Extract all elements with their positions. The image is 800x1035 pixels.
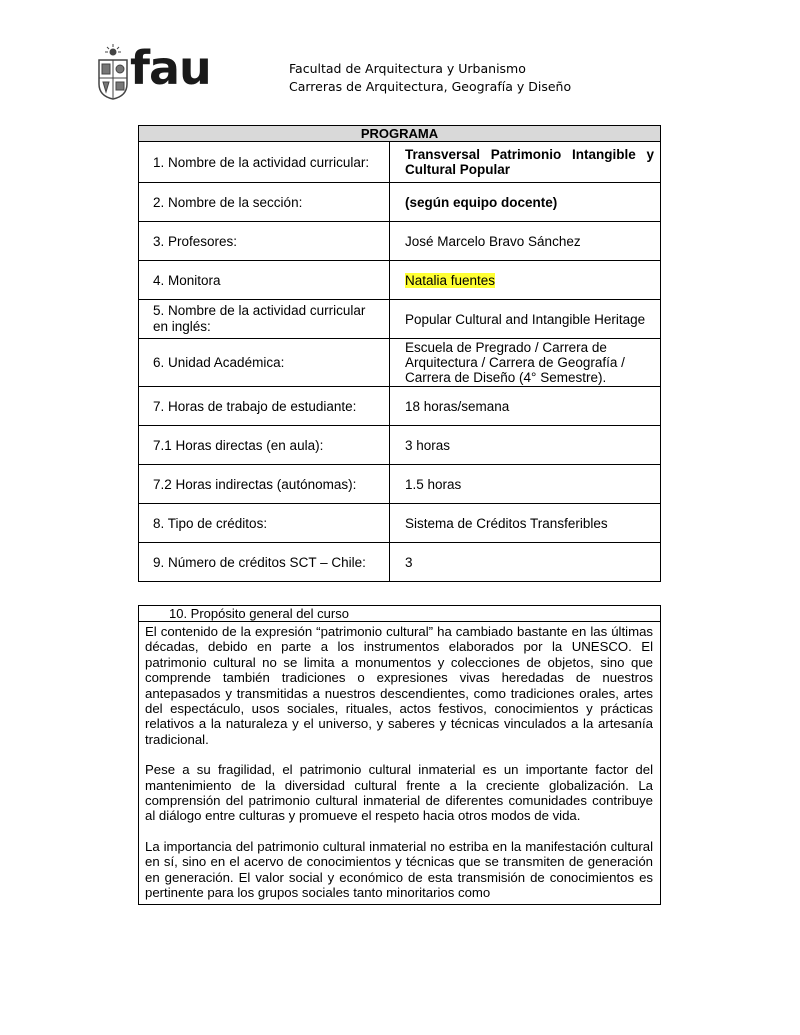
row-label: 7. Horas de trabajo de estudiante: xyxy=(139,387,390,426)
row-value: Popular Cultural and Intangible Heritage xyxy=(390,300,661,339)
row-value: Escuela de Pregrado / Carrera de Arquitectura / Carrera de Geografía / Carrera de Diseño (4° Semestre). xyxy=(390,339,661,387)
row-value: 1.5 horas xyxy=(390,465,661,504)
row-value: Sistema de Créditos Transferibles xyxy=(390,504,661,543)
row-label-text: 5. Nombre de la actividad curricular en inglés: xyxy=(153,303,366,334)
row-label: 6. Unidad Académica: xyxy=(139,339,390,387)
row-value-cell xyxy=(390,261,661,300)
row-value: (según equipo docente) xyxy=(390,183,661,222)
paragraph: Pese a su fragilidad, el patrimonio cultural inmaterial es un importante factor del mantenimiento de la diversidad cultural frente a la creciente globalización. La comprensión del patrimonio cultural inmaterial de diferentes comunidades contribuye al diálogo entre culturas y promueve el respeto hacia otros modos de vida. xyxy=(145,762,653,824)
row-label: 2. Nombre de la sección: xyxy=(139,183,390,222)
row-label: 1. Nombre de la actividad curricular: xyxy=(139,142,390,183)
row-label: 7.2 Horas indirectas (autónomas): xyxy=(139,465,390,504)
paragraph: La importancia del patrimonio cultural inmaterial no estriba en la manifestación cultural en sí, sino en el acervo de conocimientos y técnicas que se transmiten de generación en generación. El valor social y económico de esta transmisión de conocimientos es pertinente para los grupos sociales tanto minoritarios como xyxy=(145,838,653,901)
faculty-header xyxy=(289,60,571,96)
row-label: 9. Número de créditos SCT – Chile: xyxy=(139,543,390,582)
row-value: 3 horas xyxy=(390,426,661,465)
programa-title: PROGRAMA xyxy=(139,126,661,142)
proposito-table xyxy=(138,605,661,905)
row-label: 3. Profesores: xyxy=(139,222,390,261)
row-value: 3 xyxy=(390,543,661,582)
row-value: 18 horas/semana xyxy=(390,387,661,426)
proposito-heading: 10. Propósito general del curso xyxy=(139,606,661,622)
row-label: 7.1 Horas directas (en aula): xyxy=(139,426,390,465)
careers-line: Carreras de Arquitectura, Geografía y Diseño xyxy=(289,79,572,94)
fau-logo xyxy=(96,41,211,102)
row-value: José Marcelo Bravo Sánchez xyxy=(390,222,661,261)
row-label: 4. Monitora xyxy=(139,261,390,300)
logo-wordmark: fau xyxy=(130,41,211,95)
programa-table xyxy=(138,125,661,582)
row-label: 8. Tipo de créditos: xyxy=(139,504,390,543)
row-value: Transversal Patrimonio Intangible y Cultural Popular xyxy=(390,142,661,183)
proposito-body xyxy=(139,622,661,905)
faculty-name: Facultad de Arquitectura y Urbanismo xyxy=(289,61,526,76)
paragraph: El contenido de la expresión “patrimonio cultural” ha cambiado bastante en las últimas décadas, debido en parte a los instrumentos elaborados por la UNESCO. El patrimonio cultural no se limita a monumentos y colecciones de objetos, sino que comprende también tradiciones o expresiones vivas heredadas de nuestros antepasados y transmitidas a nuestros descendientes, como tradiciones orales, artes del espectáculo, usos sociales, rituales, actos festivos, conocimientos y prácticas relativos a la naturaleza y el universo, y saberes y técnicas vinculados a la artesanía tradicional. xyxy=(145,624,653,747)
university-crest-icon xyxy=(96,44,130,100)
row-label xyxy=(139,300,390,339)
highlighted-value: Natalia fuentes xyxy=(405,272,496,288)
